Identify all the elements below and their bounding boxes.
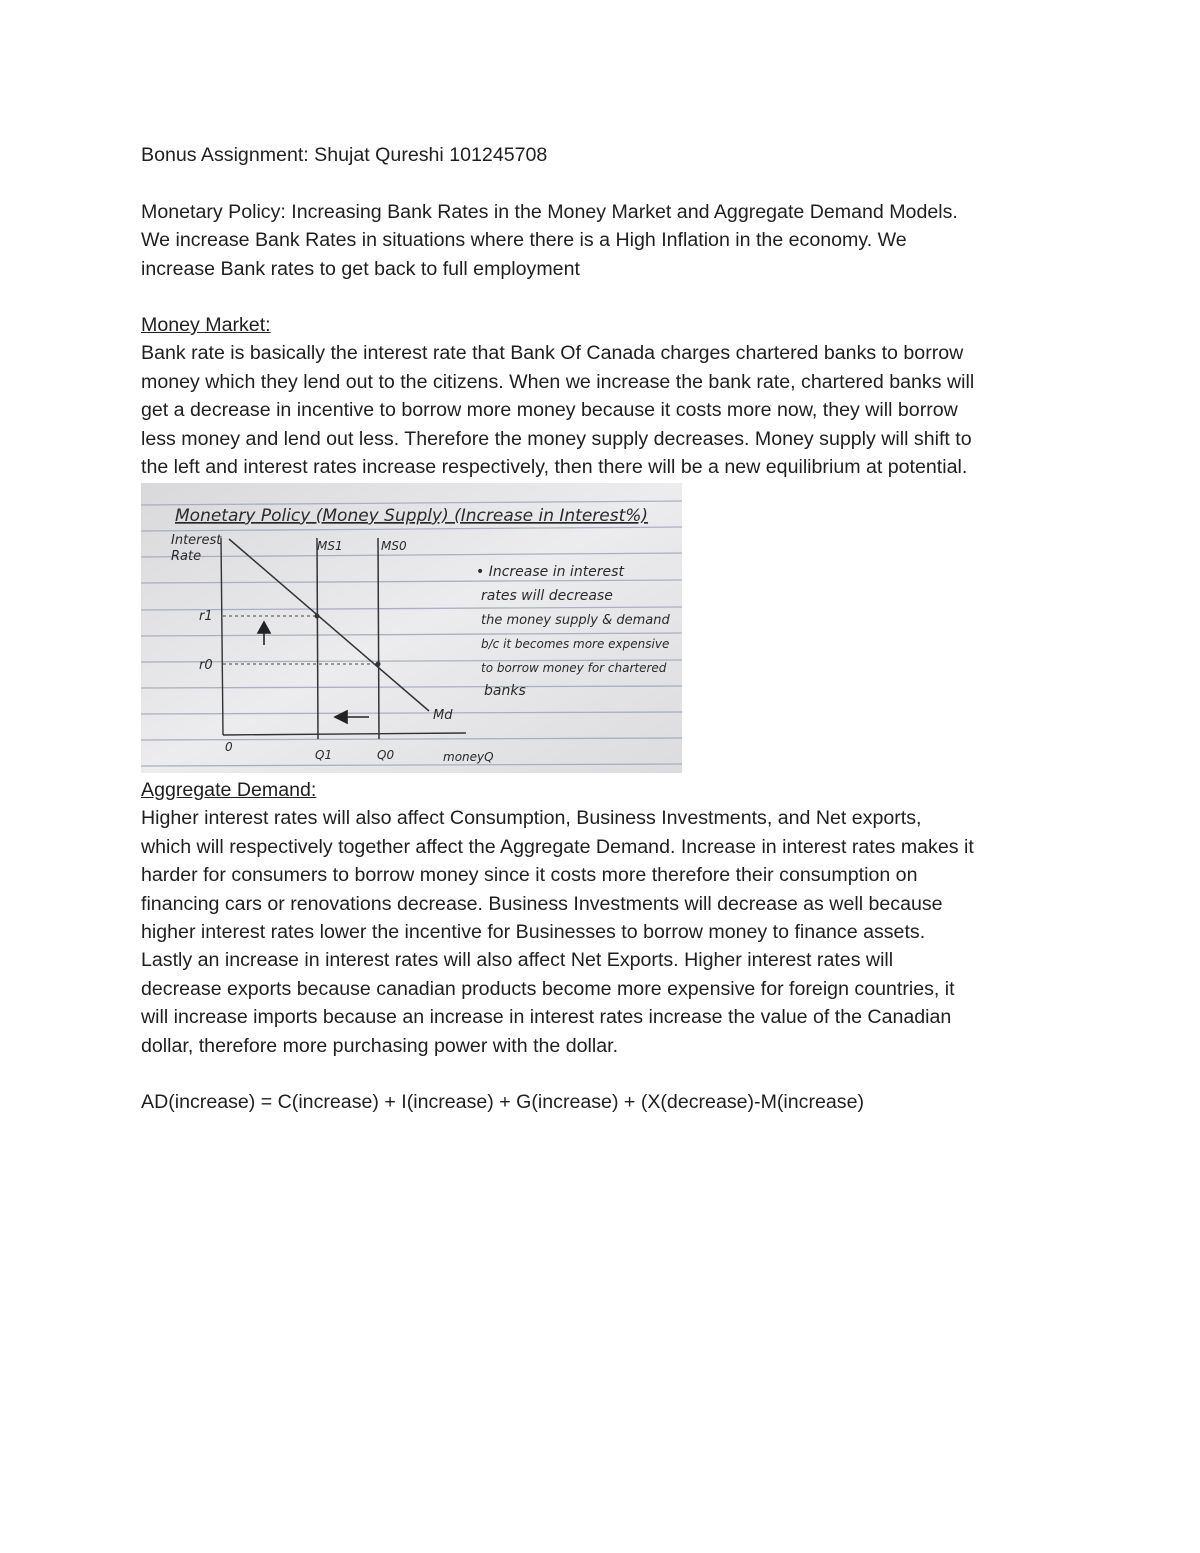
sketch-title: Monetary Policy (Money Supply) (Increase in Interest%) <box>175 506 649 526</box>
money-market-line: money which they lend out to the citizens. When we increase the bank rate, chartered banks will <box>141 370 975 393</box>
ms0-label: MS0 <box>381 539 407 553</box>
note-line: rates will decrease <box>481 588 613 604</box>
aggregate-demand-line: which will respectively together affect the Aggregate Demand. Increase in interest rates makes it <box>141 835 974 858</box>
ad-formula: AD(increase) = C(increase) + I(increase) + G(increase) + (X(decrease)-M(increase) <box>141 1091 865 1113</box>
money-supply-sketch-photo <box>141 483 682 773</box>
r1-label: r1 <box>199 609 213 624</box>
intro-paragraph <box>141 198 1081 283</box>
y-axis-label-interest: Interest <box>171 533 222 548</box>
money-market-section <box>141 311 1081 481</box>
x-axis-label: moneyQ <box>443 750 494 764</box>
money-market-line: Bank rate is basically the interest rate that Bank Of Canada charges chartered banks to borrow <box>141 342 964 365</box>
md-label: Md <box>433 708 453 723</box>
document-title: Bonus Assignment: Shujat Qureshi 101245708 <box>141 144 548 166</box>
aggregate-demand-line: dollar, therefore more purchasing power with the dollar. <box>141 1034 619 1057</box>
aggregate-demand-line: financing cars or renovations decrease. Business Investments will decrease as well because <box>141 892 943 915</box>
aggregate-demand-line: Higher interest rates will also affect Consumption, Business Investments, and Net exports, <box>141 807 922 830</box>
aggregate-demand-line: will increase imports because an increase in interest rates increase the value of the Canadian <box>141 1006 952 1029</box>
aggregate-demand-section <box>141 776 1081 1060</box>
intro-line: We increase Bank Rates in situations where there is a High Inflation in the economy. We <box>141 229 907 252</box>
note-line: banks <box>484 683 526 699</box>
note-line: b/c it becomes more expensive <box>481 637 670 651</box>
q0-label: Q0 <box>377 748 395 762</box>
equilibrium-point-0 <box>376 662 381 667</box>
y-axis-label-rate: Rate <box>171 549 202 564</box>
aggregate-demand-line: higher interest rates lower the incentive for Businesses to borrow money to finance assets. <box>141 920 926 943</box>
ms1-label: MS1 <box>317 539 343 553</box>
intro-line: Monetary Policy: Increasing Bank Rates in the Money Market and Aggregate Demand Models. <box>141 201 958 223</box>
money-market-line: the left and interest rates increase respectively, then there will be a new equilibrium at potential. <box>141 455 968 478</box>
money-market-line: less money and lend out less. Therefore the money supply decreases. Money supply will shift to <box>141 427 972 450</box>
equilibrium-point-1 <box>315 614 320 619</box>
aggregate-demand-heading: Aggregate Demand: <box>141 779 317 801</box>
note-line: to borrow money for chartered <box>481 661 667 675</box>
origin-label: 0 <box>225 740 233 754</box>
note-line: the money supply & demand <box>481 613 670 628</box>
r0-label: r0 <box>199 658 213 673</box>
aggregate-demand-line: Lastly an increase in interest rates will also affect Net Exports. Higher interest rates will <box>141 949 894 972</box>
q1-label: Q1 <box>315 748 333 762</box>
money-market-heading: Money Market: <box>141 314 271 336</box>
note-line: • Increase in interest <box>476 564 624 580</box>
money-market-line: get a decrease in incentive to borrow more money because it costs more now, they will borrow <box>141 399 958 422</box>
aggregate-demand-line: harder for consumers to borrow money since it costs more therefore their consumption on <box>141 864 918 887</box>
aggregate-demand-line: decrease exports because canadian products become more expensive for foreign countries, it <box>141 977 955 1000</box>
formula-block <box>141 1088 1081 1116</box>
title-block <box>141 141 1081 169</box>
intro-line: increase Bank rates to get back to full employment <box>141 257 580 280</box>
